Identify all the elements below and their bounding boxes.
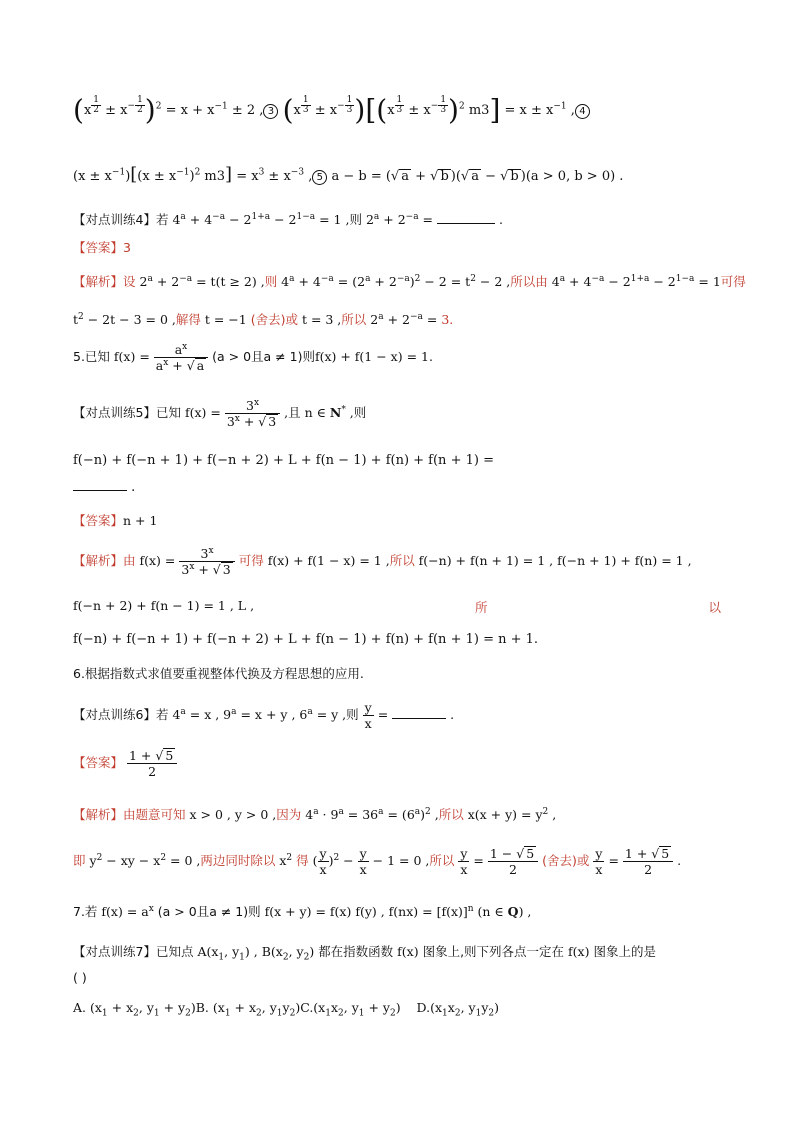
practice-4-question: 【对点训练4】若 $4^a + 4^{-a} - 2^{1+a} - 2^{1-a} = 1$ ,则 $2^a + 2^{-a}$ = . xyxy=(73,211,503,227)
practice-6-solution-2: 即 $y^2$ − xy − $x^2 = 0$ ,两边同时除以 $x^2$ 得 ( $\frac{y}{x}$ )$^2$ − $\frac{y}{x}$ − 1 = 0 ,所以 $\frac{y}{x}$ = $\frac{1 - √ 5}{2}$ (舍去)或 $\frac{y}{x}$ = $\frac{1 + √ 5}{2}$ . xyxy=(73,846,682,877)
answer-blank-5[interactable] xyxy=(73,490,127,491)
practice-4-solution-1: 【解析】设 $2^a + 2^{-a} = t(t \ge 2)$ ,则 $4^a + 4^{-a} = (2^a + 2^{-a})^2 - 2 = t^2 - 2$ ,所以由 $4^a + 4^{-a} - 2^{1+a} - 2^{1-a} = 1$可得 xyxy=(73,273,746,289)
practice-5-question: 【对点训练5】已知 f(x) = $\frac{3^x}{3^x + √ 3}$ ,且 n ∈ N* ,则 xyxy=(73,398,367,430)
circled-5: 5 xyxy=(312,170,327,185)
property-5: 5.已知 f(x) = $\frac{a^x}{a^x + √ a}$ (a > 0且a ≠ 1)则f(x) + f(1 − x) = 1. xyxy=(73,342,433,374)
practice-7-options xyxy=(73,1000,499,1019)
answer-blank-4[interactable] xyxy=(437,223,495,224)
formula-line-4: $(x \pm x^{-1})[(x \pm x^{-1})^2$ $m3] = x^3 \pm x^{-3}$ , 5 a − b = (√ a + √ b )(√ a − √ b )(a > 0, b > 0) . xyxy=(73,164,624,185)
practice-7-paren: ( ) xyxy=(73,970,87,985)
option-b[interactable]: B. ($x_1 + x_2$, $y_1y_2$) xyxy=(195,1000,301,1019)
practice-5-solution-1: 【解析】由 f(x) = $\frac{3^x}{3^x + √ 3}$ 可得 f(x) + f(1 − x) = 1 ,所以 f(−n) + f(n + 1) = 1 , f(−n + 1) + f(n) = 1 , xyxy=(73,546,692,578)
option-d[interactable]: $D.(x_1x_2$, $y_1y_2$) xyxy=(416,1000,499,1019)
practice-5-answer: 【答案】n + 1 xyxy=(73,513,158,528)
answer-blank-6[interactable] xyxy=(392,718,446,719)
practice-4-solution-2: $t^2 - 2t - 3 = 0$ ,解得 t = −1 (舍去)或 t = 3 ,所以 $2^a + 2^{-a} = 3$. xyxy=(73,311,454,327)
practice-5-sum: f(−n) + f(−n + 1) + f(−n + 2) + L + f(n − 1) + f(n) + f(n + 1) = xyxy=(73,453,494,468)
practice-5-solution-2: f(−n + 2) + f(n − 1) = 1 , L , 所 以 xyxy=(73,598,721,615)
circled-3: 3 xyxy=(263,104,278,119)
property-7: 7.若 $f(x) = a^x$ (a > 0且a ≠ 1)则 f(x + y) = f(x) f(y) , $f(nx) = [f(x)]^n$ (n ∈ Q) , xyxy=(73,903,532,919)
circled-4: 4 xyxy=(575,104,590,119)
practice-7-question: 【对点训练7】已知点 $A(x_1$, $y_1$) , $B(x_2$, $y_2$) 都在指数函数 f(x) 图象上,则下列各点一定在 f(x) 图象上的是 xyxy=(73,944,656,963)
practice-6-question: 【对点训练6】若 $4^a = x$ , $9^a = x + y$ , $6^a = y$ ,则 $\frac{y}{x}$ = . xyxy=(73,700,455,731)
option-c[interactable]: $C.(x_1x_2$, $y_1 + y_2$) xyxy=(300,1000,401,1019)
option-a[interactable]: A. ($x_1 + x_2$, $y_1 + y_2$) xyxy=(73,1000,196,1019)
practice-6-answer: 【答案】 $\frac{1 + √ 5}{2}$ xyxy=(73,748,177,779)
practice-6-solution-1: 【解析】由题意可知 x > 0 , y > 0 ,因为 $4^a \cdot 9^a = 36^a = (6^a)^2$ ,所以 $x(x + y) = y^2$ , xyxy=(73,806,557,822)
practice-5-solution-3: f(−n) + f(−n + 1) + f(−n + 2) + L + f(n − 1) + f(n) + f(n + 1) = n + 1. xyxy=(73,632,539,647)
practice-4-answer: 【答案】3 xyxy=(73,240,131,255)
formula-line-3: (x $^{\frac{1}{2}}$ ± $x^{- \frac{1}{2}}$ )$^2 = x + x^{-1} \pm 2$ , 3 (x $^{\frac{1}{3}}$ ± $x^{- \frac{1}{3}}$ )[(x $^{\frac{1}{3}}$ ± $x^{- \frac{1}{3}}$ )$^2$ $m3] = x \pm x^{-1}$ , 4 xyxy=(73,96,590,124)
property-6: 6.根据指数式求值要重视整体代换及方程思想的应用. xyxy=(73,666,364,681)
practice-5-blank-line: . xyxy=(73,480,135,495)
